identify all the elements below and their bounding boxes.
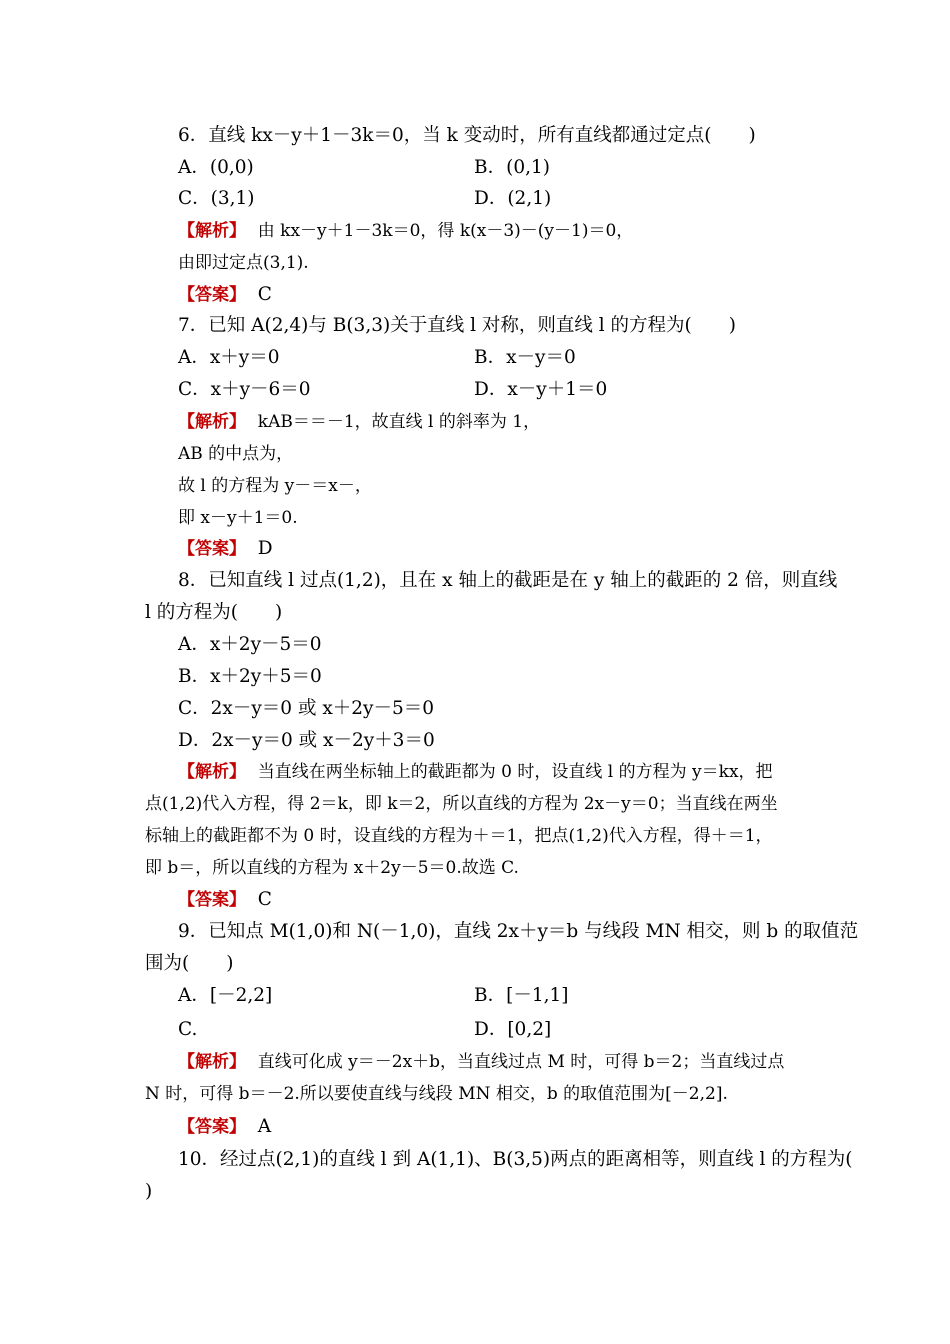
q7-option-d: D．x－y＋1＝0 [474, 379, 608, 400]
q9-option-d: D．[0,2] [474, 1019, 552, 1040]
answer-tag: 【答案】 [178, 285, 246, 305]
analysis-tag: 【解析】 [178, 412, 246, 432]
q8-analysis-line-2: 点(1,2)代入方程，得 2＝k，即 k＝2，所以直线的方程为 2x－y＝0；当直线在两坐 [145, 794, 778, 814]
q8-option-b: B．x＋2y＋5＝0 [178, 666, 322, 687]
q7-analysis-line-1: 【解析】 kAB＝＝－1，故直线 l 的斜率为 1， [178, 412, 541, 432]
q8-stem-line-2: l 的方程为( ) [145, 602, 283, 623]
q8-analysis-line-4: 即 b＝，所以直线的方程为 x＋2y－5＝0.故选 C. [145, 858, 519, 878]
analysis-tag: 【解析】 [178, 221, 246, 241]
q6-stem: 6．直线 kx－y＋1－3k＝0，当 k 变动时，所有直线都通过定点( ) [178, 125, 756, 146]
q9-analysis-line-2: N 时，可得 b＝－2.所以要使直线与线段 MN 相交，b 的取值范围为[－2,2]. [145, 1084, 728, 1104]
q7-option-a: A．x＋y＝0 [178, 347, 280, 368]
q8-stem-line-1: 8．已知直线 l 过点(1,2)，且在 x 轴上的截距是在 y 轴上的截距的 2 倍，则直线 [178, 570, 838, 591]
q8-option-d: D．2x－y＝0 或 x－2y＋3＝0 [178, 730, 435, 751]
q6-option-b: B．(0,1) [474, 157, 550, 178]
q6-option-c: C．(3,1) [178, 188, 255, 209]
q7-analysis-line-3: 故 l 的方程为 y－＝x－， [178, 476, 372, 496]
q10-stem-line-2: ) [145, 1181, 153, 1202]
answer-tag: 【答案】 [178, 890, 246, 910]
q9-analysis-line-1: 【解析】 直线可化成 y＝－2x＋b，当直线过点 M 时，可得 b＝2；当直线过点 [178, 1052, 785, 1072]
q10-stem-line-1: 10．经过点(2,1)的直线 l 到 A(1,1)、B(3,5)两点的距离相等，则直线 l 的方程为( [178, 1149, 853, 1170]
q9-stem-line-2: 围为( ) [145, 953, 234, 974]
q9-option-b: B．[－1,1] [474, 985, 569, 1006]
q9-option-c: C. [178, 1019, 198, 1040]
q6-option-d: D．(2,1) [474, 188, 552, 209]
answer-tag: 【答案】 [178, 539, 246, 559]
answer-tag: 【答案】 [178, 1117, 246, 1137]
q8-analysis-line-3: 标轴上的截距都不为 0 时，设直线的方程为＋＝1，把点(1,2)代入方程，得＋＝1， [145, 826, 773, 846]
q7-analysis-line-2: AB 的中点为， [178, 444, 294, 464]
q9-stem-line-1: 9．已知点 M(1,0)和 N(－1,0)，直线 2x＋y＝b 与线段 MN 相交，则 b 的取值范 [178, 921, 859, 942]
q7-answer: 【答案】 D [178, 538, 273, 559]
q9-option-a: A．[－2,2] [178, 985, 273, 1006]
q7-option-c: C．x＋y－6＝0 [178, 379, 311, 400]
q6-option-a: A．(0,0) [178, 157, 254, 178]
q7-analysis-line-4: 即 x－y＋1＝0. [178, 508, 298, 528]
q7-option-b: B．x－y＝0 [474, 347, 576, 368]
q6-analysis-line-2: 由即过定点(3,1). [178, 253, 309, 273]
q7-stem: 7．已知 A(2,4)与 B(3,3)关于直线 l 对称，则直线 l 的方程为( ) [178, 315, 736, 336]
q8-answer: 【答案】 C [178, 889, 272, 910]
analysis-tag: 【解析】 [178, 762, 246, 782]
analysis-tag: 【解析】 [178, 1052, 246, 1072]
q6-analysis-line-1: 【解析】 由 kx－y＋1－3k＝0，得 k(x－3)－(y－1)＝0， [178, 221, 634, 241]
q6-answer: 【答案】 C [178, 284, 272, 305]
q8-option-c: C．2x－y＝0 或 x＋2y－5＝0 [178, 698, 435, 719]
q9-answer: 【答案】 A [178, 1116, 272, 1137]
q8-option-a: A．x＋2y－5＝0 [178, 634, 322, 655]
q8-analysis-line-1: 【解析】 当直线在两坐标轴上的截距都为 0 时，设直线 l 的方程为 y＝kx，把 [178, 762, 773, 782]
